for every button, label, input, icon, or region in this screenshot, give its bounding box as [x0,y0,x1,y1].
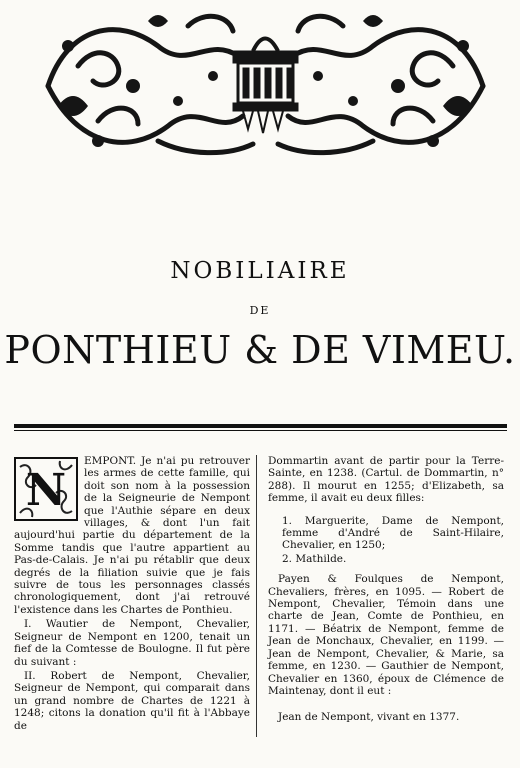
column-divider [256,455,257,737]
title-ponthieu-vimeu: PONTHIEU & DE VIMEU. [4,328,516,372]
paragraph-dommartin: Dommartin avant de partir pour la Terre-Sainte, en 1238. (Cartul. de Dommartin, n° 288). Il mourut en 1255; d'Elizabeth, sa femme, il avait eu deux filles: [268,455,504,505]
svg-text:N: N [25,465,67,516]
title-block [0,258,520,373]
left-column [14,455,250,734]
paragraph-jean: Jean de Nempont, vivant en 1377. [278,711,460,724]
decorative-header-ornament [38,6,493,164]
paragraph-intro: EMPONT. Je n'ai pu retrouver les armes de cette famille, qui doit son nom à la possession de la Seigneurie de Nempont que l'Authie sépare en deux villages, & dont l'un fait aujourd'hui partie du département de la Somme tandis que l'autre appartient au Pas-de-Calais. Je n'ai pu rétablir que deux degrés de la filiation suivie que je fais suivre de tous les personnages classés chronologiquement, dont j'ai retrouvé l'existence dans les Chartes de Ponthieu. [14,455,250,616]
right-column [268,455,504,726]
dropcap-n-icon [14,457,78,521]
divider-rule-thick [14,424,507,428]
daughters-list [282,515,504,566]
paragraph-wautier: I. Wautier de Nempont, Chevalier, Seigneur de Nempont en 1200, tenait un fief de la Comtesse de Boulogne. Il fut père du suivant : [14,618,250,668]
list-item: 2. Mathilde. [282,552,347,565]
title-nobiliaire: NOBILIAIRE [170,258,350,284]
paragraph-chronology: Payen & Foulques de Nempont, Chevaliers, frères, en 1095. — Robert de Nempont, Chevalier, Témoin dans une charte de Jean, Comte de Ponthieu, en 1171. — Béatrix de Nempont, femme de Jean de Monchaux, Chevalier, en 1199. — Jean de Nempont, Chevalier, & Marie, sa femme, en 1230. — Gauthier de Nempont, Chevalier en 1360, époux de Clémence de Maintenay, dont il eut : [268,573,504,697]
paragraph-robert: II. Robert de Nempont, Chevalier, Seigneur de Nempont, qui comparait dans un grand nombre de Chartes de 1221 à 1248; citons la donation qu'il fit à l'Abbaye de [14,669,250,732]
divider-rule-thin [14,430,507,431]
list-item: 1. Marguerite, Dame de Nempont, femme d'André de Saint-Hilaire, Chevalier, en 1250; [282,514,504,552]
title-de: DE [249,304,271,317]
